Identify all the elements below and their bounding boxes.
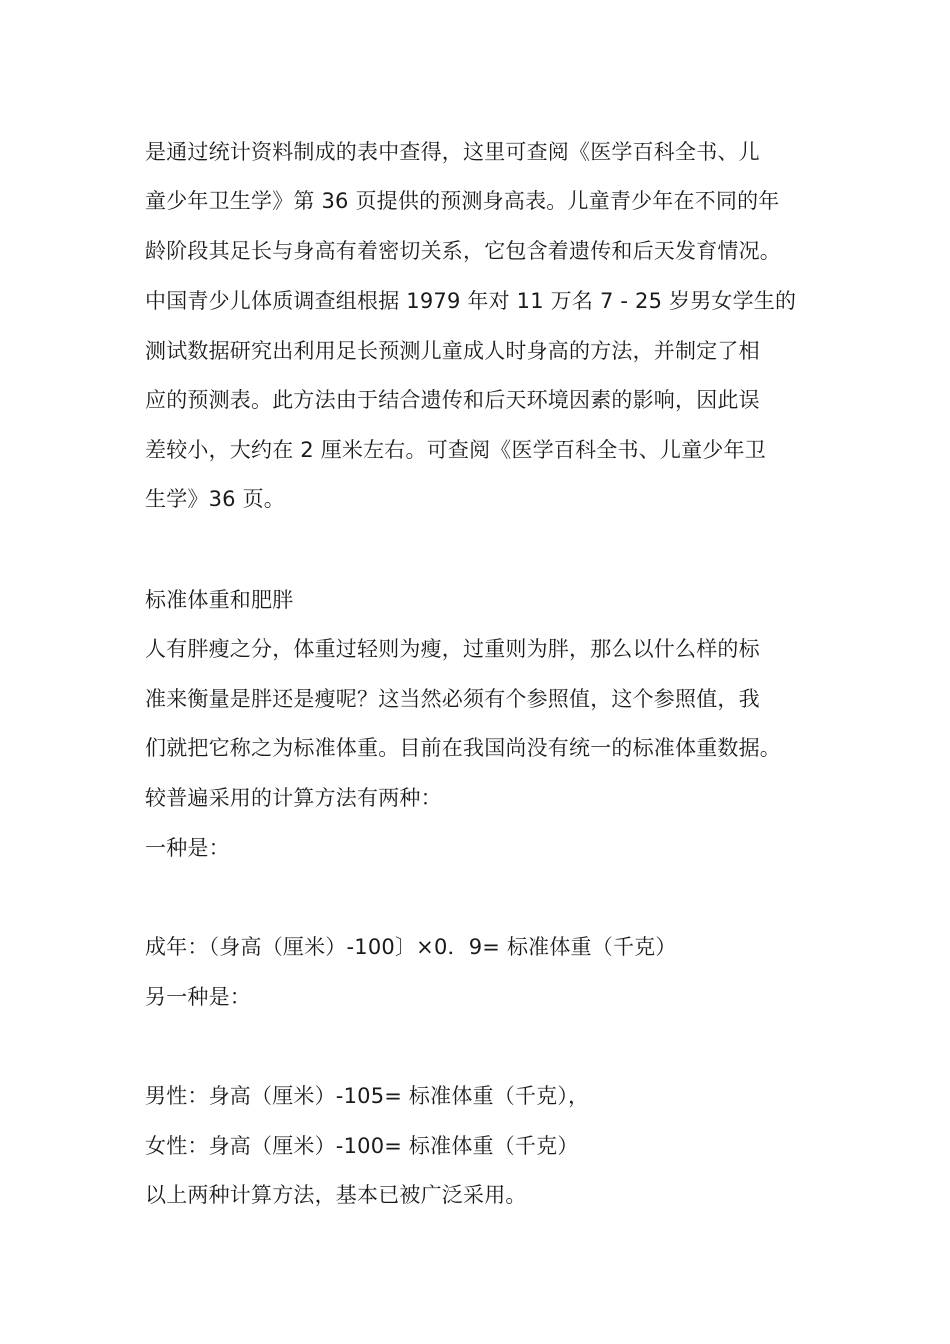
text-line: 较普遍采用的计算方法有两种： [145, 786, 442, 810]
text-line: 生学》36 页。 [145, 487, 285, 511]
formula-line: 成年：（身高（厘米）-100〕×0．9= 标准体重（千克） [145, 935, 677, 959]
text-line: 准来衡量是胖还是瘦呢？这当然必须有个参照值，这个参照值，我 [145, 687, 760, 711]
text-line: 们就把它称之为标准体重。目前在我国尚没有统一的标准体重数据。 [145, 736, 781, 760]
text-line: 中国青少儿体质调查组根据 1979 年对 11 万名 7 - 25 岁男女学生的 [145, 289, 797, 313]
text-line: 另一种是： [145, 985, 251, 1009]
formula-line: 女性：身高（厘米）-100= 标准体重（千克） [145, 1134, 579, 1158]
formula-line: 男性：身高（厘米）-105= 标准体重（千克）， [145, 1084, 590, 1108]
text-line: 童少年卫生学》第 36 页提供的预测身高表。儿童青少年在不同的年 [145, 189, 780, 213]
text-line: 应的预测表。此方法由于结合遗传和后天环境因素的影响，因此误 [145, 388, 760, 412]
text-line: 测试数据研究出利用足长预测儿童成人时身高的方法，并制定了相 [145, 339, 760, 363]
section-heading: 标准体重和肥胖 [145, 588, 294, 612]
text-line: 是通过统计资料制成的表中查得，这里可查阅《医学百科全书、儿 [145, 140, 760, 164]
text-line: 差较小，大约在 2 厘米左右。可查阅《医学百科全书、儿童少年卫 [145, 438, 766, 462]
text-line: 人有胖瘦之分，体重过轻则为瘦，过重则为胖，那么以什么样的标 [145, 637, 760, 661]
text-line: 以上两种计算方法，基本已被广泛采用。 [145, 1183, 527, 1207]
text-line: 一种是： [145, 836, 230, 860]
text-line: 龄阶段其足长与身高有着密切关系，它包含着遗传和后天发育情况。 [145, 239, 781, 263]
